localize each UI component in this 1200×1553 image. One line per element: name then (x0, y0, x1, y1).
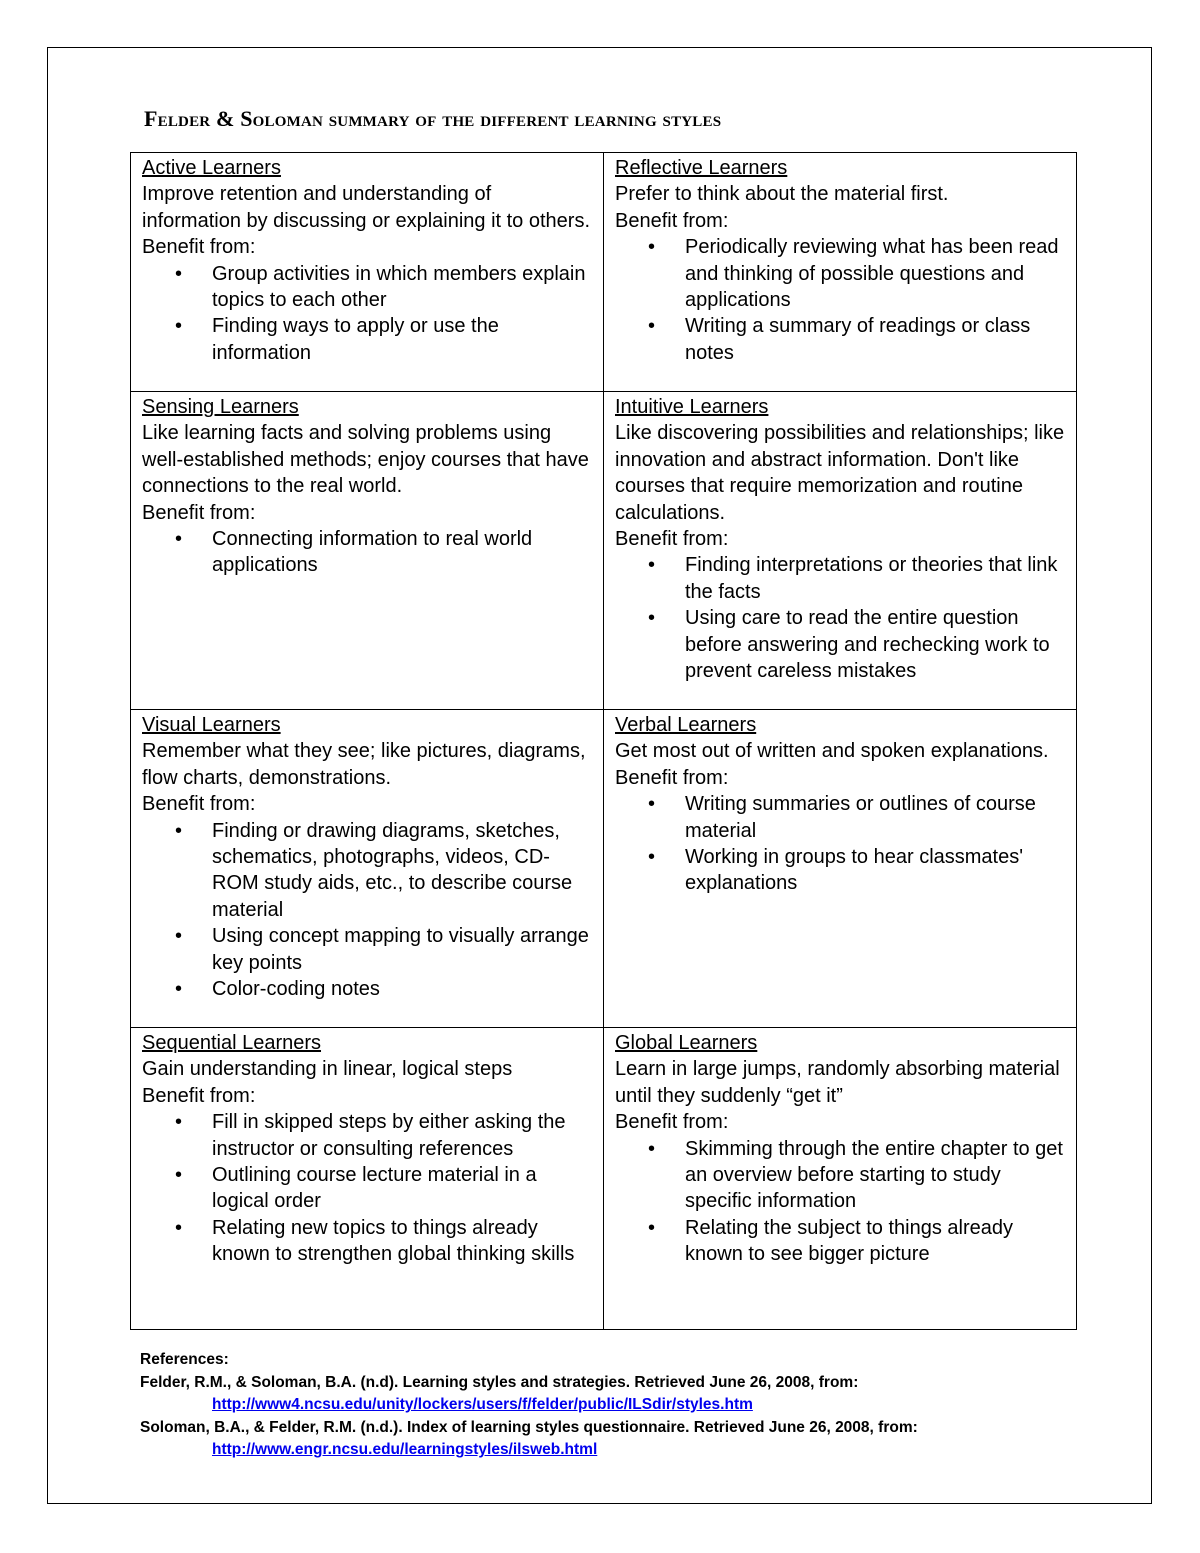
cell-heading: Verbal Learners (615, 714, 757, 736)
cell-intuitive-learners (604, 392, 1077, 710)
benefit-label: Benefit from: (142, 793, 256, 816)
cell-description: Gain understanding in linear, logical steps (142, 1058, 513, 1081)
page-title: Felder & Soloman summary of the different learning styles (144, 106, 722, 131)
cell-description: Improve retention and understanding of information by discussing or explaining it to others. (142, 183, 591, 232)
cell-description: Like learning facts and solving problems using well-established methods; enjoy courses that have connections to the real world. (142, 422, 589, 498)
reference-link[interactable]: http://www.engr.ncsu.edu/learningstyles/ilsweb.html (212, 1441, 598, 1458)
list-item: • Group activities in which members explain topics to each other (212, 261, 593, 314)
list-item: • Finding interpretations or theories that link the facts (685, 552, 1066, 605)
cell-verbal-learners (604, 710, 1077, 1028)
list-item: • Relating the subject to things already known to see bigger picture (685, 1215, 1066, 1268)
list-item: • Relating new topics to things already known to strengthen global thinking skills (212, 1215, 593, 1268)
list-item: • Color-coding notes (212, 976, 593, 1002)
cell-heading: Reflective Learners (615, 157, 788, 179)
list-item: • Finding or drawing diagrams, sketches, schematics, photographs, videos, CD-ROM study aids, etc., to describe course material (212, 818, 593, 924)
cell-description: Remember what they see; like pictures, diagrams, flow charts, demonstrations. (142, 740, 586, 789)
list-item: • Using concept mapping to visually arrange key points (212, 923, 593, 976)
reference-citation: Felder, R.M., & Soloman, B.A. (n.d). Learning styles and strategies. Retrieved June 26, 2008, from: (140, 1373, 859, 1391)
list-item: • Writing summaries or outlines of course material (685, 791, 1066, 844)
benefit-list (615, 234, 1066, 366)
table-row (131, 710, 1077, 1028)
list-item: • Connecting information to real world applications (212, 526, 593, 579)
table-row (131, 1028, 1077, 1330)
cell-sequential-learners (131, 1028, 604, 1330)
cell-visual-learners (131, 710, 604, 1028)
table-row (131, 153, 1077, 392)
benefit-label: Benefit from: (615, 1111, 729, 1134)
list-item: • Fill in skipped steps by either asking the instructor or consulting references (212, 1109, 593, 1162)
reference-link[interactable]: http://www4.ncsu.edu/unity/lockers/users/f/felder/public/ILSdir/styles.htm (212, 1396, 753, 1413)
benefit-list (142, 1109, 593, 1267)
cell-heading: Global Learners (615, 1032, 758, 1054)
cell-heading: Sensing Learners (142, 396, 299, 418)
cell-description: Prefer to think about the material first. (615, 183, 949, 206)
list-item: • Skimming through the entire chapter to get an overview before starting to study specific information (685, 1136, 1066, 1215)
cell-reflective-learners (604, 153, 1077, 392)
table-row (131, 392, 1077, 710)
cell-description: Get most out of written and spoken explanations. (615, 740, 1049, 763)
list-item: • Outlining course lecture material in a logical order (212, 1162, 593, 1215)
cell-heading: Visual Learners (142, 714, 281, 736)
references-label: References: (140, 1351, 229, 1368)
benefit-label: Benefit from: (142, 236, 256, 259)
benefit-list (142, 261, 593, 367)
benefit-label: Benefit from: (142, 1084, 256, 1107)
list-item: • Using care to read the entire question before answering and rechecking work to prevent careless mistakes (685, 605, 1066, 684)
benefit-list (615, 552, 1066, 684)
benefit-list (142, 526, 593, 579)
list-item: • Finding ways to apply or use the information (212, 313, 593, 366)
cell-heading: Intuitive Learners (615, 396, 769, 418)
cell-description: Like discovering possibilities and relationships; like innovation and abstract information. Don't like courses that require memorization and routine calculations. (615, 422, 1065, 524)
list-item: • Writing a summary of readings or class notes (685, 313, 1066, 366)
cell-heading: Sequential Learners (142, 1032, 322, 1054)
cell-heading: Active Learners (142, 157, 281, 179)
benefit-list (615, 1136, 1066, 1268)
learning-styles-table (130, 152, 1077, 1330)
benefit-label: Benefit from: (615, 528, 729, 551)
cell-global-learners (604, 1028, 1077, 1330)
list-item: • Working in groups to hear classmates' explanations (685, 844, 1066, 897)
list-item: • Periodically reviewing what has been read and thinking of possible questions and applications (685, 234, 1066, 313)
cell-active-learners (131, 153, 604, 392)
cell-sensing-learners (131, 392, 604, 710)
benefit-label: Benefit from: (615, 766, 729, 789)
references-section (140, 1349, 1040, 1462)
reference-citation: Soloman, B.A., & Felder, R.M. (n.d.). Index of learning styles questionnaire. Retrieved June 26, 2008, from: (140, 1418, 918, 1436)
cell-description: Learn in large jumps, randomly absorbing material until they suddenly “get it” (615, 1058, 1060, 1107)
benefit-label: Benefit from: (142, 501, 256, 524)
benefit-label: Benefit from: (615, 209, 729, 232)
benefit-list (142, 818, 593, 1003)
benefit-list (615, 791, 1066, 897)
